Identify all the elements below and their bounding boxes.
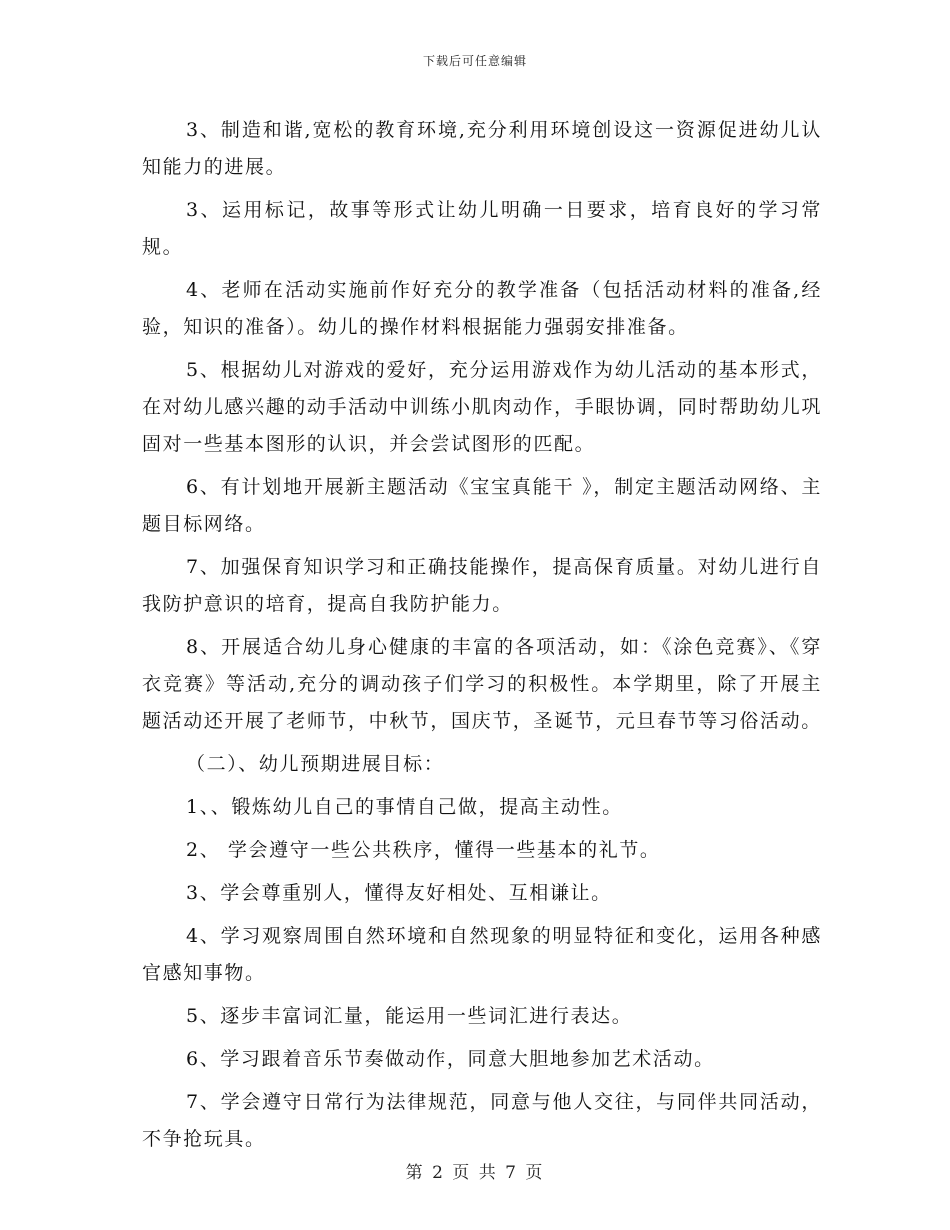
- goal-item-3: 3、学会尊重别人，懂得友好相处、互相谦让。: [186, 882, 612, 904]
- page-header-note: 下载后可任意编辑: [422, 54, 527, 68]
- goal-item-5: 5、逐步丰富词汇量，能运用一些词汇进行表达。: [186, 1005, 633, 1027]
- goal-item-2: 2、 学会遵守一些公共秩序，懂得一些基本的礼节。: [186, 839, 661, 861]
- paragraph-item-3-environment: 3、制造和谐,宽松的教育环境,充分利用环境创设这一资源促进幼儿认知能力的进展。: [142, 119, 822, 178]
- page-number-footer: 第 2 页 共 7 页: [405, 1163, 545, 1183]
- section-subheading-goals: （二）、幼儿预期进展目标：: [186, 753, 445, 775]
- goal-item-4: 4、学习观察周围自然环境和自然现象的明显特征和变化，运用各种感官感知事物。: [142, 925, 822, 984]
- goal-item-1: 1、、锻炼幼儿自己的事情自己做，提高主动性。: [186, 796, 623, 818]
- paragraph-item-3-routines: 3、运用标记，故事等形式让幼儿明确一日要求，培育良好的学习常规。: [142, 199, 822, 258]
- paragraph-item-7-care: 7、加强保育知识学习和正确技能操作，提高保育质量。对幼儿进行自我防护意识的培育，提高自我防护能力。: [142, 556, 822, 615]
- paragraph-item-8-activities: 8、开展适合幼儿身心健康的丰富的各项活动，如：《涂色竞赛》、《穿衣竞赛》等活动,充分的调动孩子们学习的积极性。本学期里，除了开展主题活动还开展了老师节，中秋节，国庆节，圣诞节，元旦春节等习俗活动。: [142, 636, 822, 732]
- goal-item-6: 6、学习跟着音乐节奏做动作，同意大胆地参加艺术活动。: [186, 1048, 715, 1070]
- paragraph-item-6-theme: 6、有计划地开展新主题活动《宝宝真能干 》，制定主题活动网络、主题目标网络。: [142, 476, 822, 535]
- paragraph-item-4-preparation: 4、老师在活动实施前作好充分的教学准备（包括活动材料的准备,经验，知识的准备）。幼儿的操作材料根据能力强弱安排准备。: [142, 279, 822, 338]
- paragraph-item-5-games: 5、根据幼儿对游戏的爱好，充分运用游戏作为幼儿活动的基本形式，在对幼儿感兴趣的动手活动中训练小肌肉动作，手眼协调，同时帮助幼儿巩固对一些基本图形的认识，并会尝试图形的匹配。: [142, 359, 822, 455]
- goal-item-7: 7、学会遵守日常行为法律规范，同意与他人交往，与同伴共同活动，不争抢玩具。: [142, 1091, 822, 1150]
- document-body: [142, 112, 822, 1164]
